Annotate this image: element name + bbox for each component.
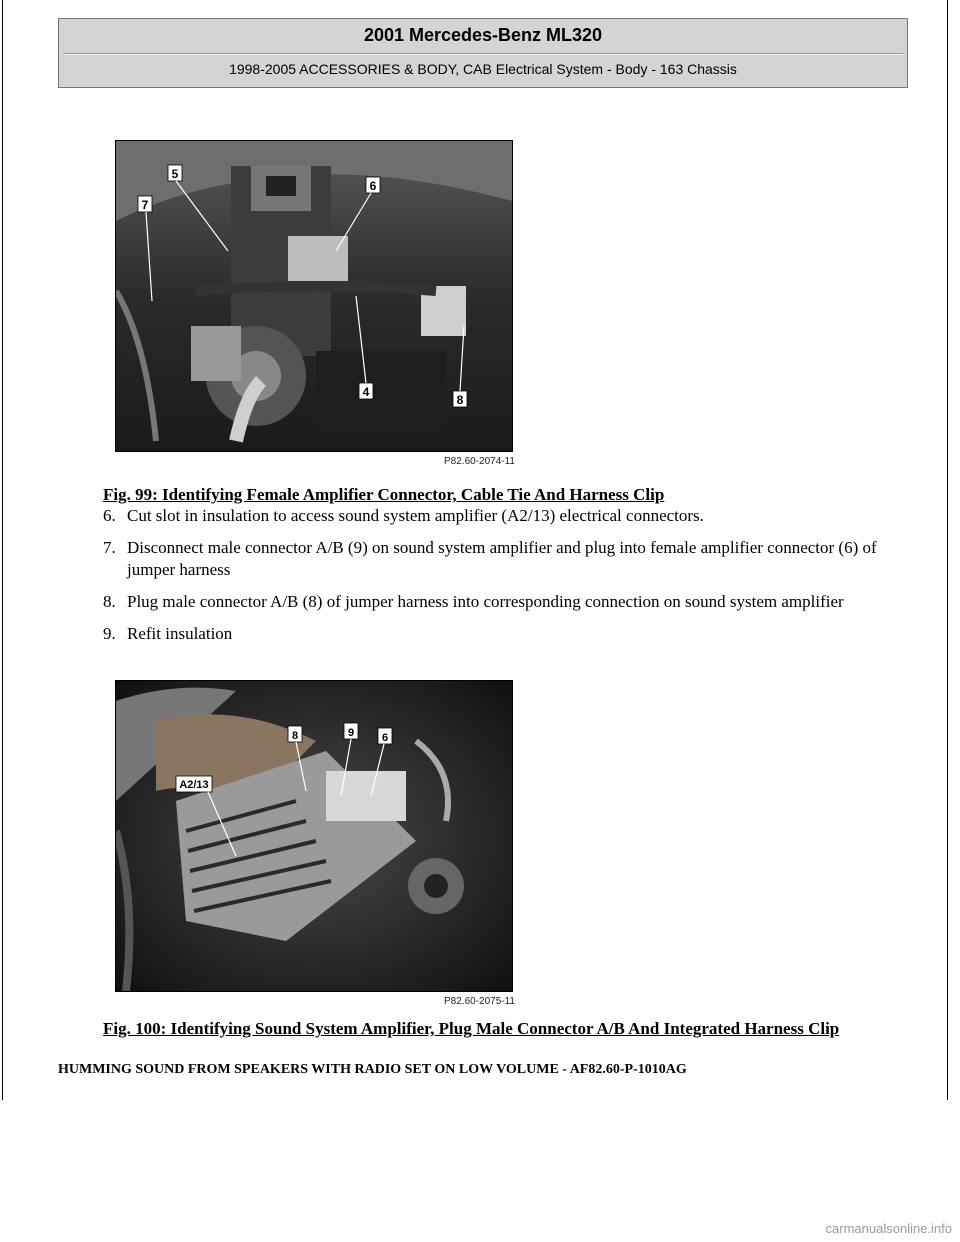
step-8: [103, 591, 913, 613]
figure-100-caption: Fig. 100: Identifying Sound System Amplifier, Plug Male Connector A/B And Integrated Harness Clip: [103, 1019, 840, 1038]
callout-8: 8: [456, 393, 464, 407]
step-number: 7.: [103, 538, 116, 557]
step-number: 8.: [103, 592, 116, 611]
callout-9: 9: [347, 727, 355, 739]
step-number: 9.: [103, 624, 116, 643]
step-6: [103, 505, 913, 527]
callout-a2-13: A2/13: [179, 779, 209, 791]
step-7: [103, 537, 913, 581]
callout-8: 8: [291, 730, 299, 742]
figure-99-photo: [115, 140, 513, 452]
step-text: Cut slot in insulation to access sound system amplifier (A2/13) electrical connectors.: [127, 506, 704, 525]
document-header: [58, 18, 908, 88]
callout-7: 7: [141, 198, 149, 212]
callout-6: 6: [381, 732, 389, 744]
step-number: 6.: [103, 506, 116, 525]
figure-100-photo: [115, 680, 513, 992]
callout-5: 5: [171, 167, 179, 181]
step-9: [103, 623, 913, 645]
procedure-steps: [103, 505, 913, 655]
figure-99-caption: Fig. 99: Identifying Female Amplifier Connector, Cable Tie And Harness Clip: [103, 485, 665, 504]
step-text: Plug male connector A/B (8) of jumper harness into corresponding connection on sound system amplifier: [127, 592, 844, 611]
callout-6: 6: [369, 179, 377, 193]
section-heading: HUMMING SOUND FROM SPEAKERS WITH RADIO SET ON LOW VOLUME - AF82.60-P-1010AG: [58, 1062, 687, 1077]
document-title: 2001 Mercedes-Benz ML320: [363, 25, 603, 45]
footer-watermark: carmanualsonline.info: [825, 1221, 952, 1236]
header-divider: [63, 53, 903, 55]
document-subtitle: 1998-2005 ACCESSORIES & BODY, CAB Electrical System - Body - 163 Chassis: [229, 61, 737, 77]
step-text: Refit insulation: [127, 624, 233, 643]
callout-4: 4: [362, 385, 370, 399]
step-text: Disconnect male connector A/B (9) on sound system amplifier and plug into female amplifier connector (6) of jumper harness: [127, 538, 877, 579]
figure-99-code: P82.60-2074-11: [444, 456, 515, 467]
figure-100-code: P82.60-2075-11: [444, 996, 515, 1007]
